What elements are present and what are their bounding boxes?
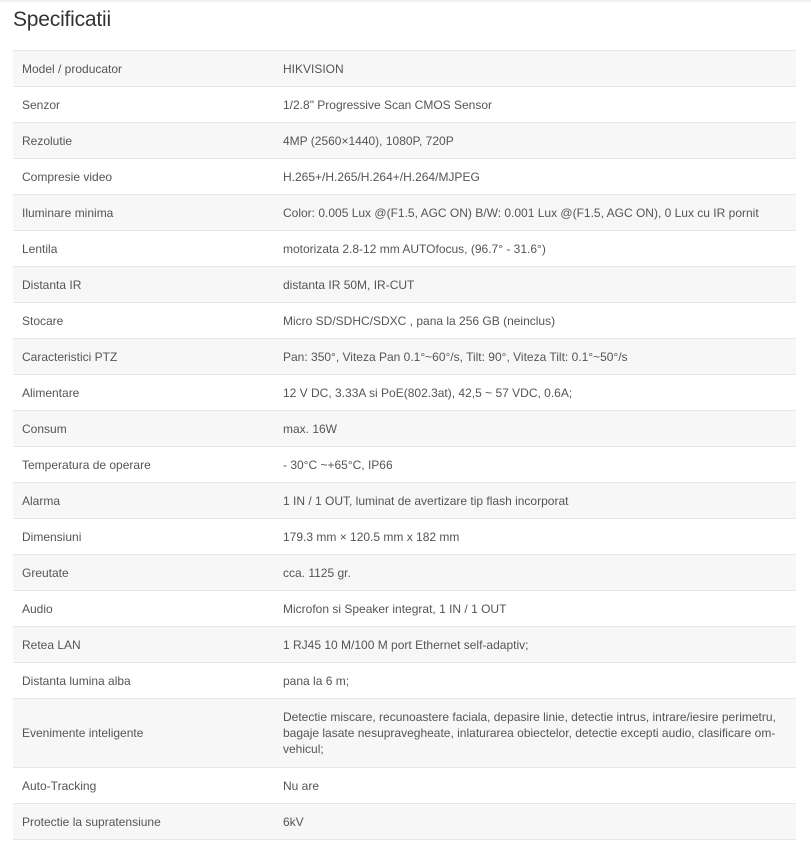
spec-value: Detectie miscare, recunoastere faciala, depasire linie, detectie intrus, intrare/iesire perimetru, bagaje lasate nesupravegheate, inlaturarea obiectelor, detectie excepti audio, clasificare om-vehicul; — [274, 699, 796, 768]
spec-label: Temperatura de operare — [13, 447, 274, 483]
table-row — [13, 159, 796, 195]
spec-value: cca. 1125 gr. — [274, 555, 796, 591]
spec-label: Protectie la supratensiune — [13, 804, 274, 840]
spec-value: 179.3 mm × 120.5 mm x 182 mm — [274, 519, 796, 555]
spec-value: distanta IR 50M, IR-CUT — [274, 267, 796, 303]
spec-value: Microfon si Speaker integrat, 1 IN / 1 OUT — [274, 591, 796, 627]
table-row — [13, 804, 796, 840]
spec-value: Nu are — [274, 768, 796, 804]
spec-value: Pan: 350°, Viteza Pan 0.1°~60°/s, Tilt: 90°, Viteza Tilt: 0.1°~50°/s — [274, 339, 796, 375]
spec-label: Model / producator — [13, 51, 274, 87]
spec-value: H.265+/H.265/H.264+/H.264/MJPEG — [274, 159, 796, 195]
table-row — [13, 627, 796, 663]
spec-value: HIKVISION — [274, 51, 796, 87]
spec-value: 1/2.8" Progressive Scan CMOS Sensor — [274, 87, 796, 123]
table-row — [13, 51, 796, 87]
spec-value: Micro SD/SDHC/SDXC , pana la 256 GB (neinclus) — [274, 303, 796, 339]
table-row — [13, 699, 796, 768]
spec-label: Dimensiuni — [13, 519, 274, 555]
spec-label: Caracteristici PTZ — [13, 339, 274, 375]
table-row — [13, 768, 796, 804]
table-row — [13, 303, 796, 339]
table-row — [13, 375, 796, 411]
spec-label: Alarma — [13, 483, 274, 519]
spec-value: 1 IN / 1 OUT, luminat de avertizare tip flash incorporat — [274, 483, 796, 519]
table-row — [13, 123, 796, 159]
spec-value: 6kV — [274, 804, 796, 840]
spec-label: Lentila — [13, 231, 274, 267]
spec-label: Auto-Tracking — [13, 768, 274, 804]
spec-label: Rezolutie — [13, 123, 274, 159]
specifications-table — [13, 50, 796, 840]
table-row — [13, 591, 796, 627]
table-row — [13, 411, 796, 447]
top-divider — [0, 0, 811, 3]
spec-value: 1 RJ45 10 M/100 M port Ethernet self-adaptiv; — [274, 627, 796, 663]
table-row — [13, 231, 796, 267]
table-row — [13, 663, 796, 699]
table-row — [13, 339, 796, 375]
spec-label: Distanta IR — [13, 267, 274, 303]
table-row — [13, 87, 796, 123]
spec-value: - 30°C ~+65°C, IP66 — [274, 447, 796, 483]
table-row — [13, 483, 796, 519]
table-row — [13, 267, 796, 303]
table-row — [13, 519, 796, 555]
table-row — [13, 555, 796, 591]
spec-label: Distanta lumina alba — [13, 663, 274, 699]
spec-label: Evenimente inteligente — [13, 699, 274, 768]
spec-label: Consum — [13, 411, 274, 447]
spec-label: Iluminare minima — [13, 195, 274, 231]
spec-label: Compresie video — [13, 159, 274, 195]
table-row — [13, 195, 796, 231]
spec-label: Retea LAN — [13, 627, 274, 663]
spec-value: pana la 6 m; — [274, 663, 796, 699]
spec-label: Senzor — [13, 87, 274, 123]
spec-label: Greutate — [13, 555, 274, 591]
spec-value: 12 V DC, 3.33A si PoE(802.3at), 42,5 ~ 57 VDC, 0.6A; — [274, 375, 796, 411]
spec-value: Color: 0.005 Lux @(F1.5, AGC ON) B/W: 0.001 Lux @(F1.5, AGC ON), 0 Lux cu IR pornit — [274, 195, 796, 231]
spec-value: motorizata 2.8-12 mm AUTOfocus, (96.7° - 31.6°) — [274, 231, 796, 267]
page-title: Specificatii — [13, 8, 111, 31]
table-row — [13, 447, 796, 483]
spec-value: max. 16W — [274, 411, 796, 447]
spec-value: 4MP (2560×1440), 1080P, 720P — [274, 123, 796, 159]
spec-label: Audio — [13, 591, 274, 627]
spec-label: Stocare — [13, 303, 274, 339]
spec-label: Alimentare — [13, 375, 274, 411]
